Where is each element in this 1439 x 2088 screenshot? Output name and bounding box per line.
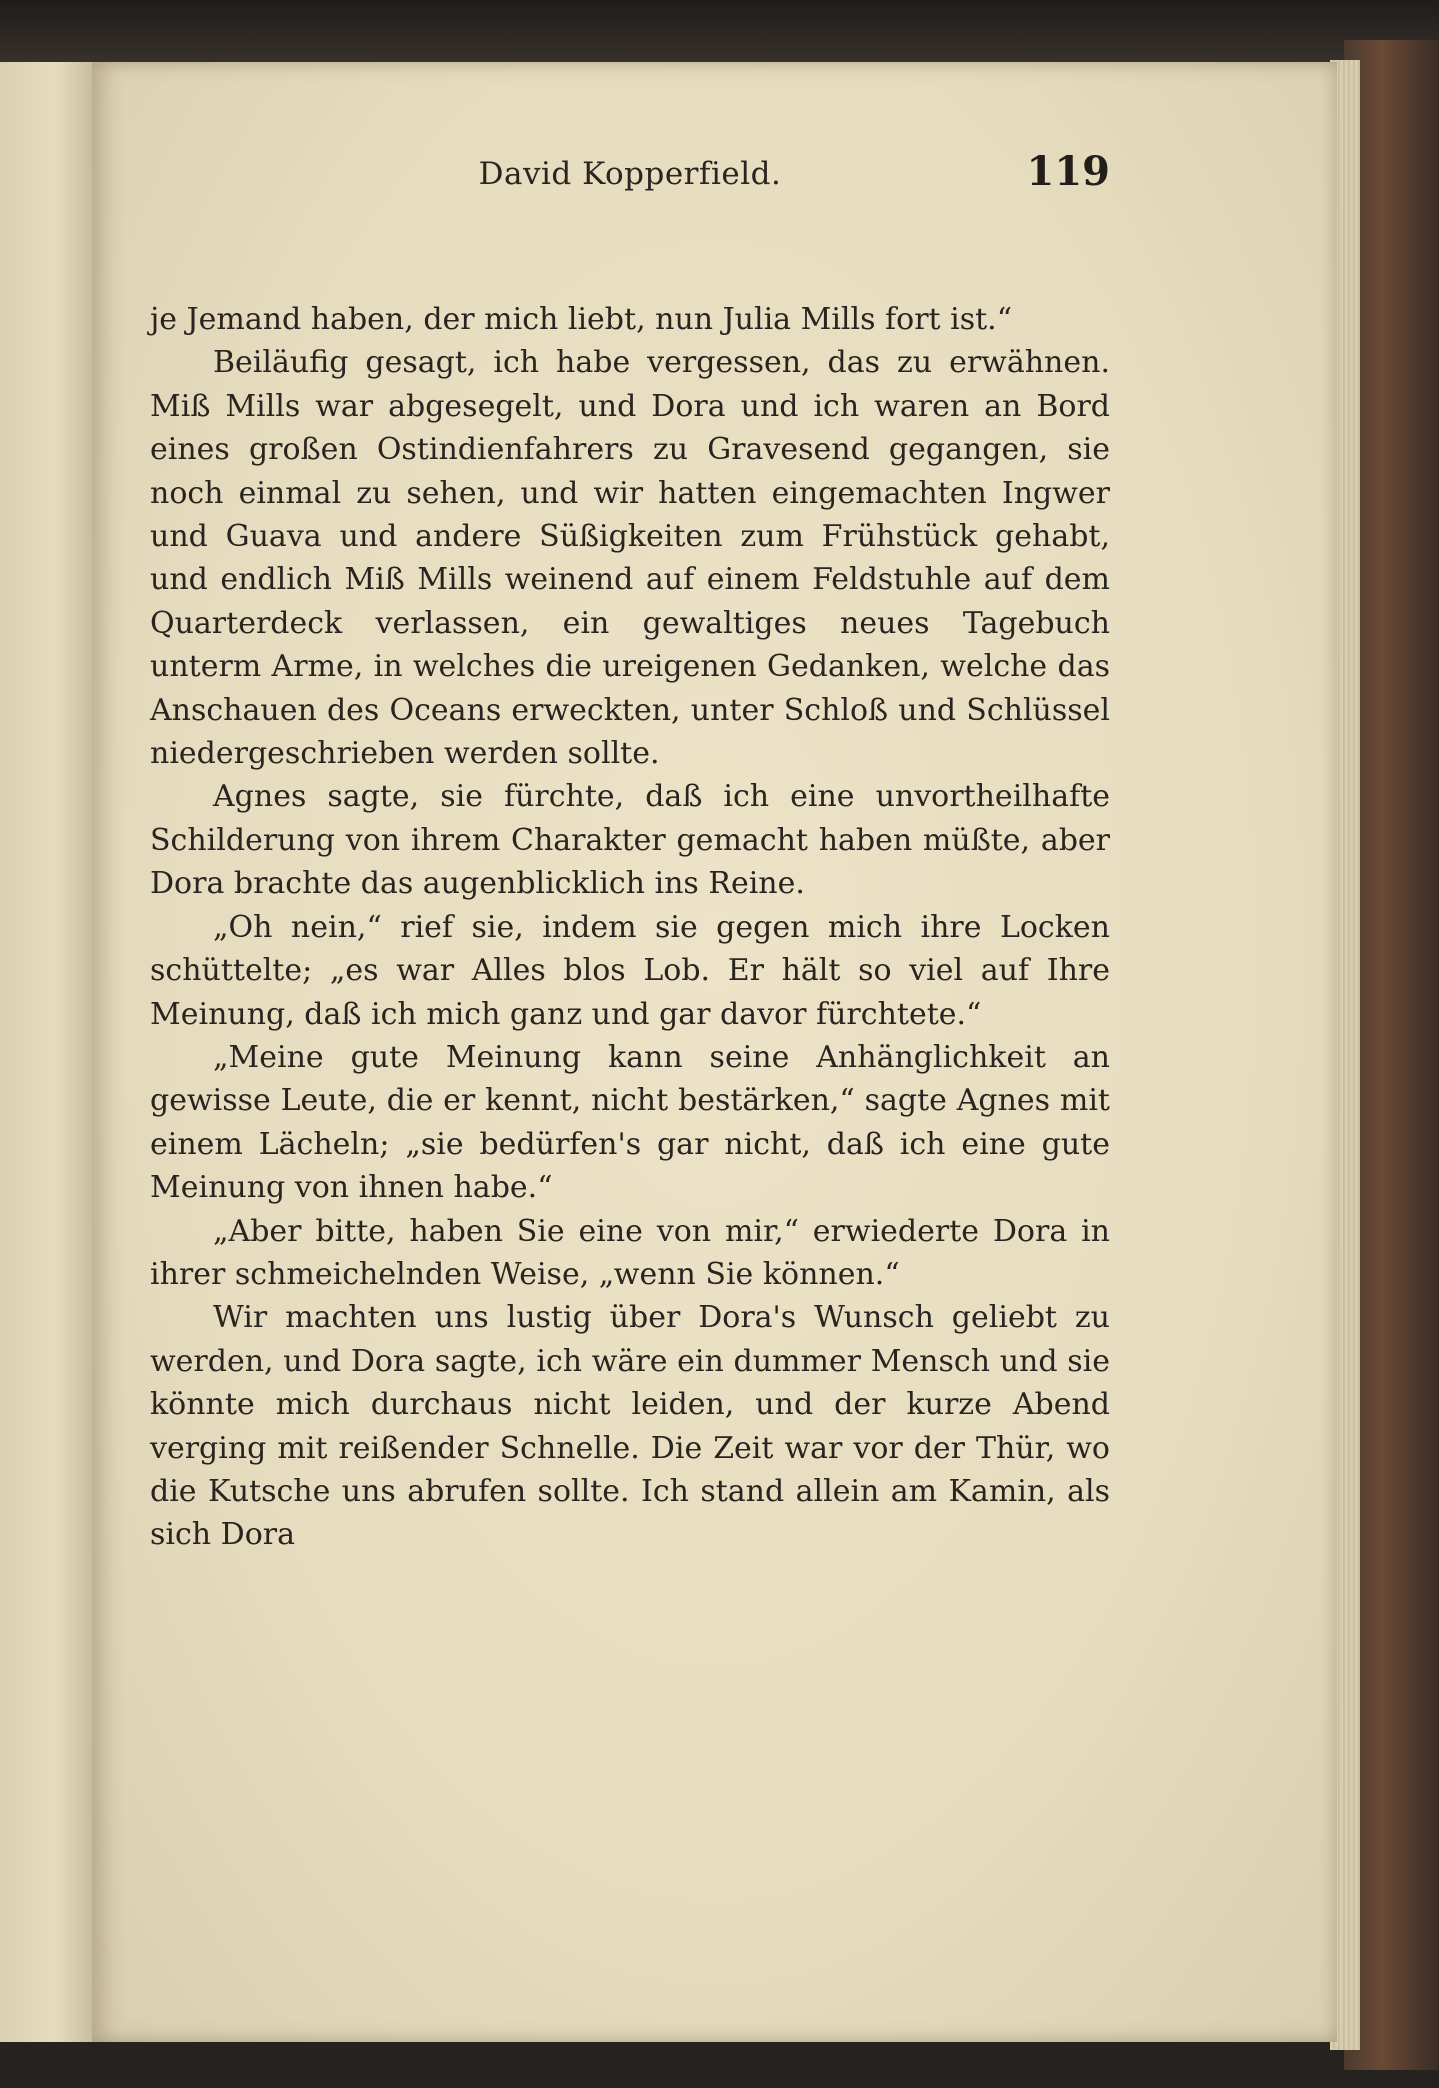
- book-cover-top: [0, 0, 1439, 70]
- paragraph: Beiläufig gesagt, ich habe vergessen, das zu erwähnen. Miß Mills war abgesegelt, und Dora und ich waren an Bord eines großen Ostindienfahrers zu Gravesend gegangen, sie noch einmal zu sehen, und wir hatten eingemachten Ingwer und Guava und andere Süßigkeiten zum Frühstück gehabt, und endlich Miß Mills weinend auf einem Feldstuhle auf dem Quarterdeck verlassen, ein gewaltiges neues Tagebuch unterm Arme, in welches die ureigenen Gedanken, welche das Anschauen des Oceans erweckten, unter Schloß und Schlüssel niedergeschrieben werden sollte.: [150, 345, 1110, 772]
- paragraph: je Jemand haben, der mich liebt, nun Julia Mills fort ist.“: [150, 302, 1013, 337]
- paragraph: „Oh nein,“ rief sie, indem sie gegen mich ihre Locken schüttelte; „es war Alles blos Lob. Er hält so viel auf Ihre Meinung, daß ich mich ganz und gar davor fürchtete.“: [150, 909, 1110, 1032]
- paragraph: Wir machten uns lustig über Dora's Wunsch geliebt zu werden, und Dora sagte, ich wäre ein dummer Mensch und sie könnte mich durchaus nicht leiden, und der kurze Abend verging mit reißender Schnelle. Die Zeit war vor der Thür, wo die Kutsche uns abrufen sollte. Ich stand allein am Kamin, als sich Dora: [150, 1300, 1110, 1553]
- body-text: [150, 298, 1110, 1557]
- left-page-edge: [0, 62, 92, 2042]
- page-header: [150, 148, 1110, 208]
- running-title: David Kopperfield.: [478, 156, 782, 192]
- paragraph: „Aber bitte, haben Sie eine von mir,“ erwiederte Dora in ihrer schmeichelnden Weise, „wenn Sie können.“: [150, 1213, 1110, 1292]
- paragraph: „Meine gute Meinung kann seine Anhänglichkeit an gewisse Leute, die er kennt, nicht bestärken,“ sagte Agnes mit einem Lächeln; „sie bedürfen's gar nicht, daß ich eine gute Meinung von ihnen habe.“: [150, 1039, 1110, 1206]
- page-number: 119: [1026, 148, 1110, 195]
- paragraph: Agnes sagte, sie fürchte, daß ich eine unvortheilhafte Schilderung von ihrem Charakter gemacht haben müßte, aber Dora brachte das augenblicklich ins Reine.: [150, 779, 1110, 902]
